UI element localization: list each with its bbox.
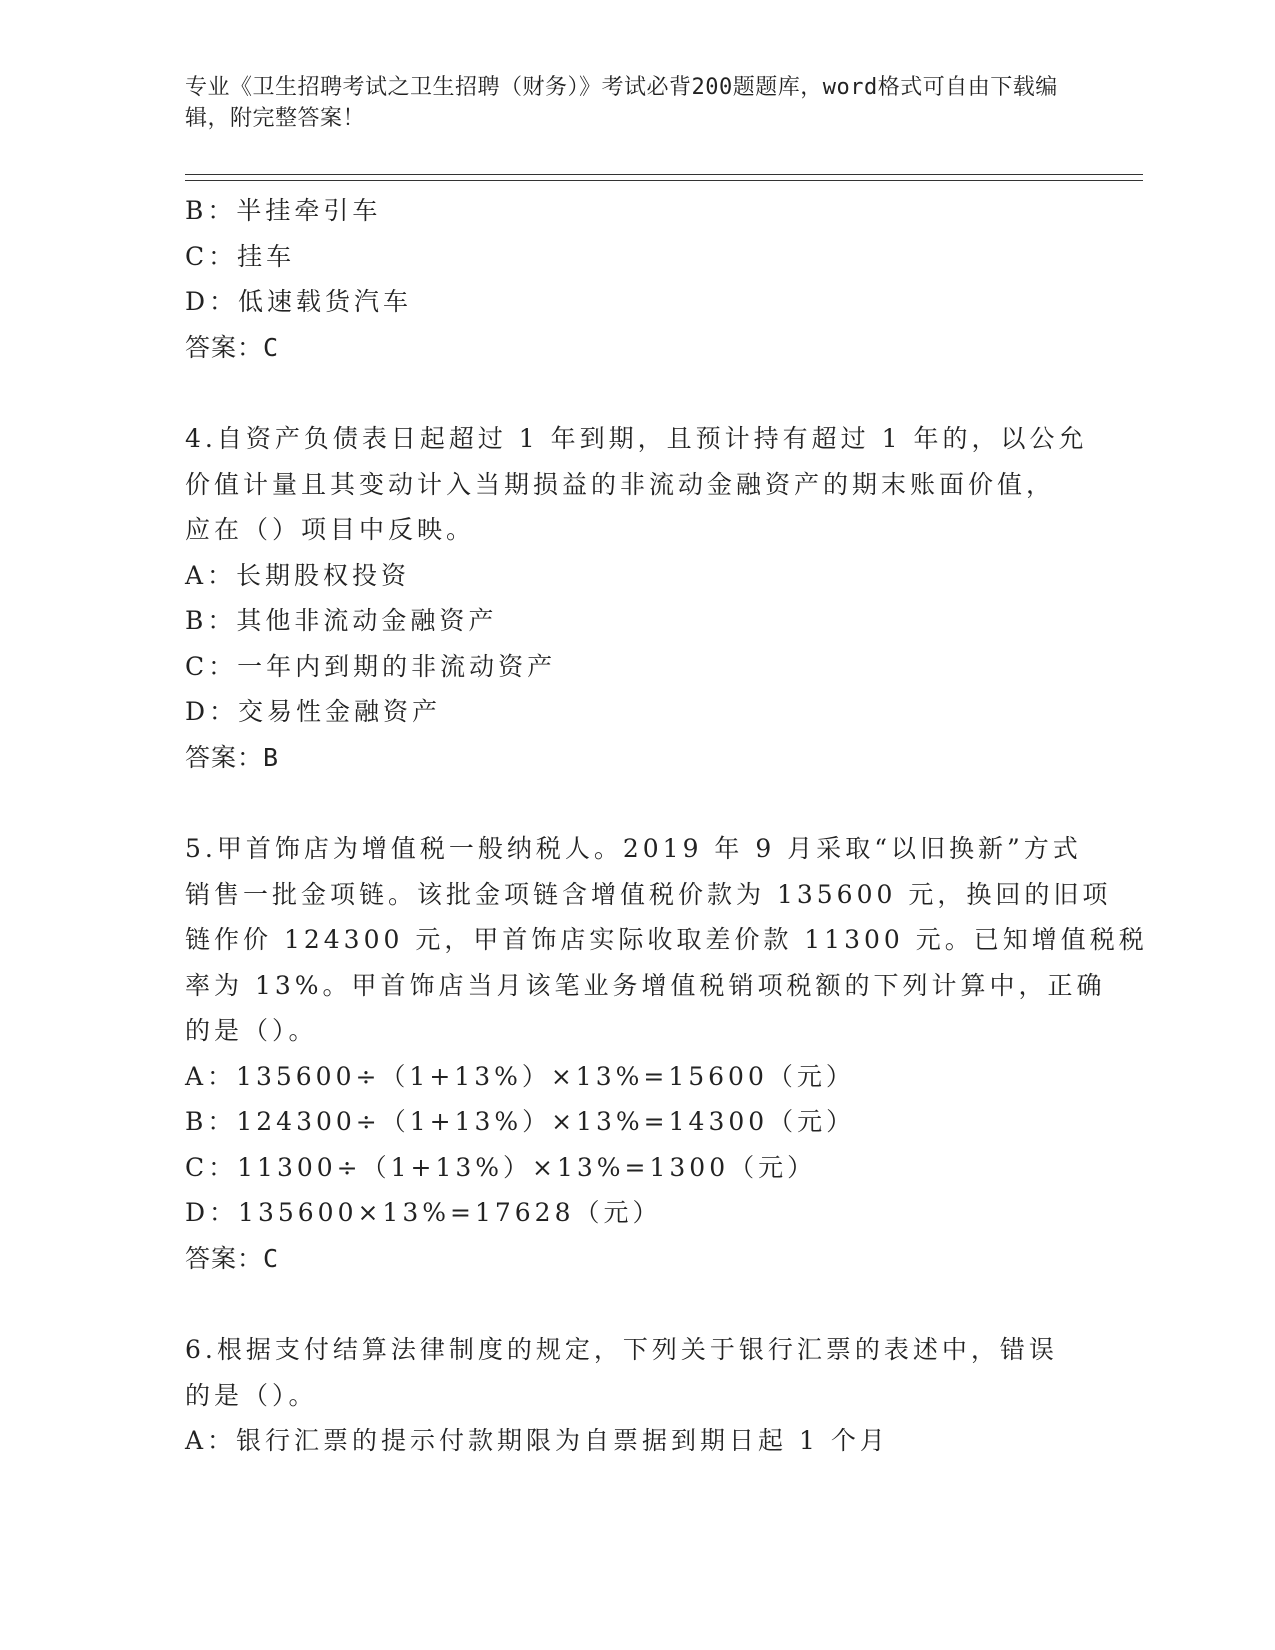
question-text-line: 的是（）。 <box>185 1016 318 1045</box>
question-text-line: 4.自资产负债表日起超过 1 年到期，且预计持有超过 1 年的，以公允 <box>185 424 1088 453</box>
document-header <box>185 72 1085 134</box>
question-4 <box>185 416 1088 780</box>
option-b: B：半挂牵引车 <box>185 196 382 225</box>
question-text-line: 销售一批金项链。该批金项链含增值税价款为 135600 元，换回的旧项 <box>185 879 1112 909</box>
option-a: A：银行汇票的提示付款期限为自票据到期日起 1 个月 <box>185 1426 889 1455</box>
answer: 答案：C <box>185 332 280 362</box>
spacer <box>185 780 1065 826</box>
header-rule-bottom <box>185 180 1143 181</box>
question-text-line: 6.根据支付结算法律制度的规定，下列关于银行汇票的表述中，错误 <box>185 1335 1058 1364</box>
option-c: C：挂车 <box>185 241 296 271</box>
option-d: D：交易性金融资产 <box>185 697 442 726</box>
option-d: D：低速载货汽车 <box>185 287 413 316</box>
question-text-line: 5.甲首饰店为增值税一般纳税人。2019 年 9 月采取“以旧换新”方式 <box>185 834 1082 863</box>
spacer <box>185 1281 1065 1327</box>
option-a: A：135600÷（1+13%）×13%=15600（元） <box>185 1061 855 1091</box>
option-b: B：124300÷（1+13%）×13%=14300（元） <box>185 1107 856 1136</box>
option-a: A：长期股权投资 <box>185 560 411 590</box>
question-text-line: 应在（）项目中反映。 <box>185 515 476 544</box>
document-body <box>185 188 1148 1464</box>
question-text-line: 率为 13%。甲首饰店当月该笔业务增值税销项税额的下列计算中，正确 <box>185 970 1106 1000</box>
option-b: B：其他非流动金融资产 <box>185 606 498 635</box>
question-5 <box>185 826 1148 1281</box>
spacer <box>185 370 1065 416</box>
question-text-line: 链作价 124300 元，甲首饰店实际收取差价款 11300 元。已知增值税税 <box>185 925 1148 954</box>
option-c: C：11300÷（1+13%）×13%=1300（元） <box>185 1152 817 1182</box>
answer: 答案：B <box>185 742 280 772</box>
question-6 <box>185 1327 1065 1464</box>
option-c: C：一年内到期的非流动资产 <box>185 651 557 681</box>
option-d: D：135600×13%=17628（元） <box>185 1198 662 1227</box>
header-title: 专业《卫生招聘考试之卫生招聘（财务）》考试必背200题题库，word格式可自由下载编辑，附完整答案！ <box>185 75 1058 131</box>
question-3 <box>185 188 1065 370</box>
question-text-line: 价值计量且其变动计入当期损益的非流动金融资产的期末账面价值， <box>185 469 1056 499</box>
answer: 答案：C <box>185 1243 280 1273</box>
question-text-line: 的是（）。 <box>185 1380 318 1410</box>
header-rule-top <box>185 174 1143 175</box>
